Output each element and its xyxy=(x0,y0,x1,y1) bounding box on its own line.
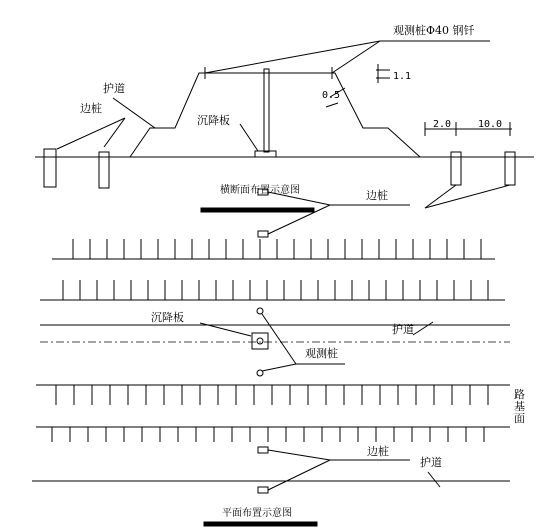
dim-2-0: 2.0 xyxy=(433,119,452,130)
plan-caption-underline xyxy=(204,522,317,526)
plan-settlement-plate-label: 沉降板 xyxy=(151,311,184,324)
dim-0-5: 0.5 xyxy=(322,90,341,101)
subgrade-label-char: 基 xyxy=(514,400,525,413)
berm-label: 护道 xyxy=(103,82,125,95)
plan-observation-pile-label: 观测桩 xyxy=(305,347,338,360)
plan-settlement-plate xyxy=(252,333,268,349)
edge-pile-left-1 xyxy=(44,149,56,187)
section-caption: 横断面布置示意图 xyxy=(220,185,300,196)
dim-10-0: 10.0 xyxy=(478,119,503,130)
plan-observation-pile-1 xyxy=(257,308,263,314)
edge-pile-label: 边桩 xyxy=(80,102,102,115)
observation-pile-label: 观测桩Φ40 钢钎 xyxy=(393,24,475,37)
subgrade-label-char: 面 xyxy=(514,412,525,425)
plan-berm-top-label: 护道 xyxy=(392,323,414,336)
subgrade-label-char: 路 xyxy=(514,388,525,401)
plan-edge-pile-2 xyxy=(258,487,268,493)
edge-pile-right-label: 边桩 xyxy=(366,189,388,202)
plan-view xyxy=(32,239,510,526)
plan-berm-bottom-label: 护道 xyxy=(420,456,442,469)
settlement-rod xyxy=(264,69,269,152)
embankment-profile xyxy=(130,73,420,157)
plan-edge-pile-1 xyxy=(258,447,268,453)
section-caption-underline xyxy=(201,208,314,212)
dim-1-1: 1.1 xyxy=(393,71,412,82)
plan-caption: 平面布置示意图 xyxy=(222,508,292,519)
subgrade-label xyxy=(514,388,525,425)
plan-edge-pile-label: 边桩 xyxy=(367,445,389,458)
settlement-plate-label: 沉降板 xyxy=(197,114,230,127)
